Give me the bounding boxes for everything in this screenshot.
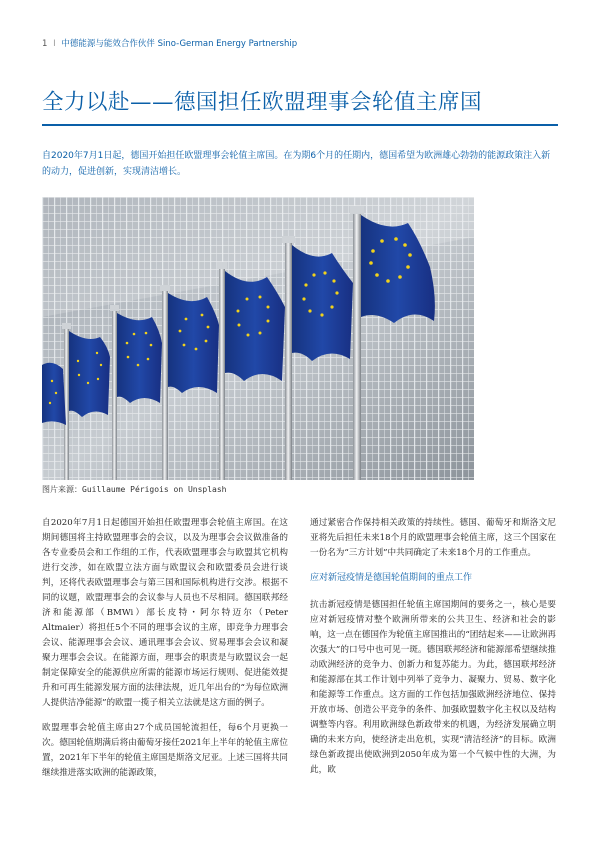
- section-subheading: 应对新冠疫情是德国轮值期间的重点工作: [310, 573, 473, 583]
- page-number: 1: [42, 39, 48, 49]
- running-header: [42, 37, 297, 49]
- partnership-name-cn: 中德能源与能效合作伙伴: [61, 39, 155, 49]
- body-column-left: [42, 516, 288, 791]
- eu-flags-photo: [42, 197, 474, 480]
- article-title: 全力以赴——德国担任欧盟理事会轮值主席国: [42, 90, 483, 115]
- title-divider: [42, 124, 558, 126]
- body-column-right: [310, 516, 556, 788]
- body-paragraph: 通过紧密合作保持相关政策的持续性。德国、葡萄牙和斯洛文尼亚将先后担任未来18个月的欧盟理事会轮值主席，这三个国家在一份名为“三方计划”中共同确定了未来18个月的工作重点。: [310, 518, 556, 558]
- photo-credit: 图片来源：Guillaume Périgois on Unsplash: [42, 485, 227, 494]
- header-separator: I: [53, 39, 56, 49]
- partnership-name-en: Sino-German Energy Partnership: [157, 39, 298, 49]
- body-paragraph: 抗击新冠疫情是德国担任轮值主席国期间的要务之一，核心是要应对新冠疫情对整个欧洲所带来的公共卫生、经济和社会的影响，这一点在德国作为轮值主席国推出的“团结起来——让欧洲再次强大”的口号中也可见一斑。德国联邦经济和能源部希望继续推动欧洲经济的竞争力、创新力和复苏能力。为此，德国联邦经济和能源部在其工作计划中列举了竞争力、凝聚力、贸易、数字化和能源等工作重点。这方面的工作包括加强欧洲经济地位、保持开放市场、创造公平竞争的条件、加强欧盟数字化主权以及结构调整等内容。利用欧洲绿色新政带来的机遇，为经济发展确立明确的未来方向，使经济走出危机，实现“清洁经济”的目标。欧洲绿色新政提出使欧洲到2050年成为第一个气候中性的大洲，为此，欧: [310, 600, 556, 775]
- body-paragraph: 欧盟理事会轮值主席由27个成员国轮流担任，每6个月更换一次。德国轮值期满后将由葡萄牙接任2021年上半年的轮值主席位置，2021年下半年的轮值主席国是斯洛文尼亚。上述三国将共同继续推进落实欧洲的能源政策，: [42, 723, 288, 778]
- article-lead: 自2020年7月1日起，德国开始担任欧盟理事会轮值主席国。在为期6个月的任期内，德国希望为欧洲雄心勃勃的能源政策注入新的动力，促进创新，实现清洁增长。: [42, 151, 551, 177]
- body-paragraph: 自2020年7月1日起德国开始担任欧盟理事会轮值主席国。在这期间德国将主持欧盟理事会的会议，以及为理事会会议做准备的各专业委员会和工作组的工作，代表欧盟理事会与欧盟其它机构进行交涉，如在欧盟立法方面与欧盟议会和欧盟委员会进行谈判，还将代表欧盟理事会与第三国和国际机构进行交涉。根据不同的议题，欧盟理事会的会议参与人员也不尽相同。德国联邦经济和能源部（BMWi）部长皮特・阿尔特迈尔（Peter Altmaier）将担任5个不同的理事会议的主席，即竞争力理事会会议、能源理事会会议、通讯理事会会议、贸易理事会会议和凝聚力理事会会议。在能源方面，理事会的职责是与欧盟议会一起制定保障安全的能源供应所需的能源市场运行规则、促进能效提升和可再生能源发展方面的法律法规，近几年出台的“为每位欧洲人提供洁净能源”的欧盟一揽子相关立法就是这方面的例子。: [42, 518, 288, 708]
